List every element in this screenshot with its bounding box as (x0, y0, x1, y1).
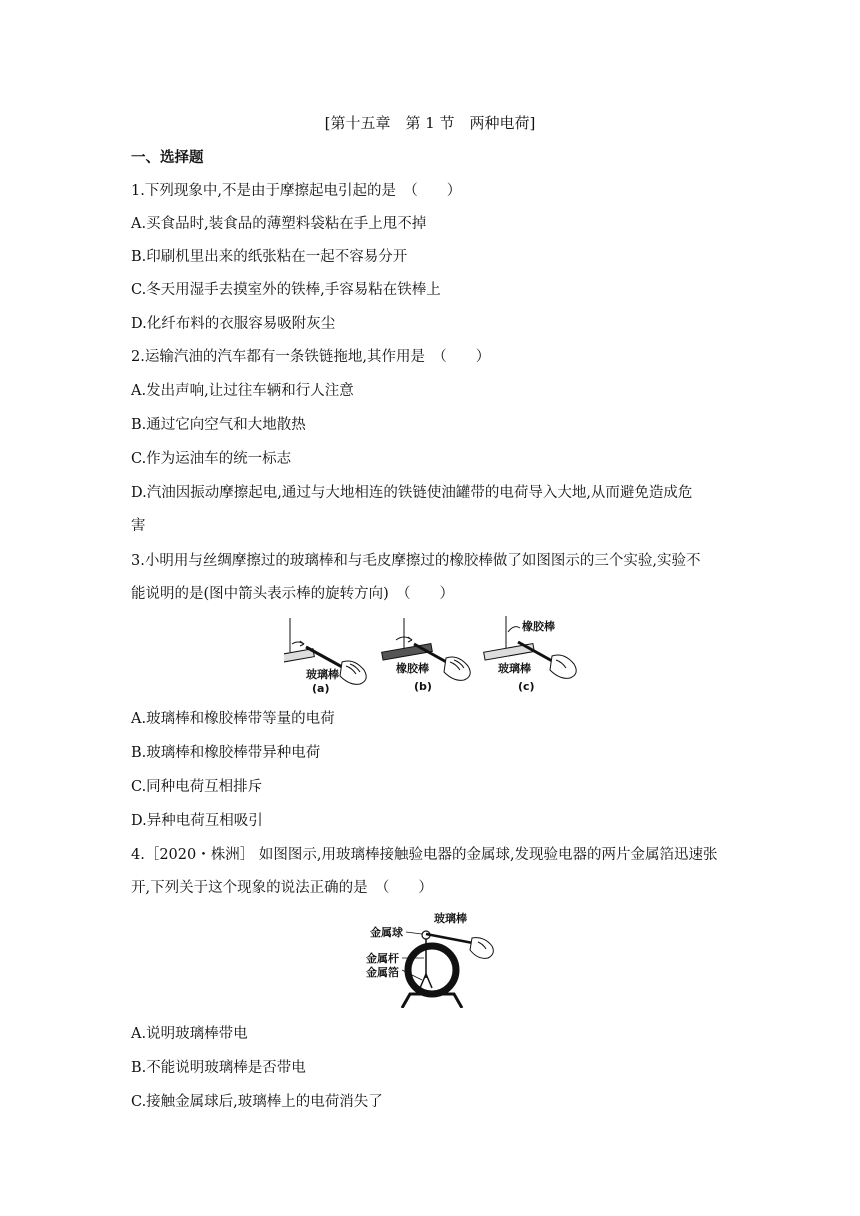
q4-label-foil: 金属箔 (366, 966, 399, 979)
q3-caption-a: (a) (312, 682, 330, 695)
q2-stem: 2.运输汽油的汽车都有一条铁链拖地,其作用是 （ ） (131, 349, 491, 365)
q3-stem-line2: 能说明的是(图中箭头表示棒的旋转方向) （ ） (131, 586, 455, 602)
q3-figure-c (484, 616, 577, 693)
q4-option-a: A.说明玻璃棒带电 (131, 1026, 248, 1042)
q3-option-b: B.玻璃棒和橡胶棒带异种电荷 (131, 745, 321, 761)
q3-caption-c: (c) (518, 680, 535, 693)
q3-figure-b (382, 618, 471, 693)
q3-stem-line1: 3.小明用与丝绸摩擦过的玻璃棒和与毛皮摩擦过的橡胶棒做了如图图示的三个实验,实验不 (131, 553, 701, 569)
q4-stem-line1: 4.［2020・株洲］ 如图图示,用玻璃棒接触验电器的金属球,发现验电器的两片金属箔迅速张 (131, 847, 718, 863)
page-title: [第十五章 第 1 节 两种电荷] (324, 114, 536, 132)
q3-label-b-rod: 橡胶棒 (396, 662, 429, 675)
q1-option-d: D.化纤布料的衣服容易吸附灰尘 (131, 316, 336, 332)
q3-option-a: A.玻璃棒和橡胶棒带等量的电荷 (131, 711, 335, 727)
q4-stem-line2: 开,下列关于这个现象的说法正确的是 （ ） (131, 880, 433, 896)
q2-option-b: B.通过它向空气和大地散热 (131, 417, 306, 433)
q4-option-b: B.不能说明玻璃棒是否带电 (131, 1060, 306, 1076)
q3-label-c-rod: 玻璃棒 (498, 662, 531, 675)
q4-electroscope-figure (360, 908, 510, 1008)
q2-option-d-line2: 害 (131, 518, 146, 534)
q3-figure-a (284, 618, 366, 695)
q2-option-d-line1: D.汽油因振动摩擦起电,通过与大地相连的铁链使油罐带的电荷导入大地,从而避免造成危 (131, 485, 693, 501)
q3-label-c-top: 橡胶棒 (522, 620, 555, 633)
q1-option-b: B.印刷机里出来的纸张粘在一起不容易分开 (131, 249, 408, 265)
q3-caption-b: (b) (414, 680, 432, 693)
q1-option-c: C.冬天用湿手去摸室外的铁棒,手容易粘在铁棒上 (131, 282, 441, 298)
section-heading: 一、选择题 (131, 150, 204, 166)
q2-option-c: C.作为运油车的统一标志 (131, 451, 292, 467)
q3-option-d: D.异种电荷互相吸引 (131, 813, 263, 829)
q4-label-stem: 金属杆 (366, 952, 399, 965)
q4-option-c: C.接触金属球后,玻璃棒上的电荷消失了 (131, 1094, 383, 1110)
q3-option-c: C.同种电荷互相排斥 (131, 779, 263, 795)
q4-label-ball: 金属球 (370, 926, 403, 939)
q1-stem: 1.下列现象中,不是由于摩擦起电引起的是 （ ） (131, 183, 462, 199)
q3-label-a-rod: 玻璃棒 (306, 668, 339, 681)
q1-option-a: A.买食品时,装食品的薄塑料袋粘在手上甩不掉 (131, 216, 427, 232)
q4-label-rod: 玻璃棒 (434, 912, 467, 925)
q2-option-a: A.发出声响,让过往车辆和行人注意 (131, 383, 354, 399)
q3-figure (284, 614, 584, 696)
